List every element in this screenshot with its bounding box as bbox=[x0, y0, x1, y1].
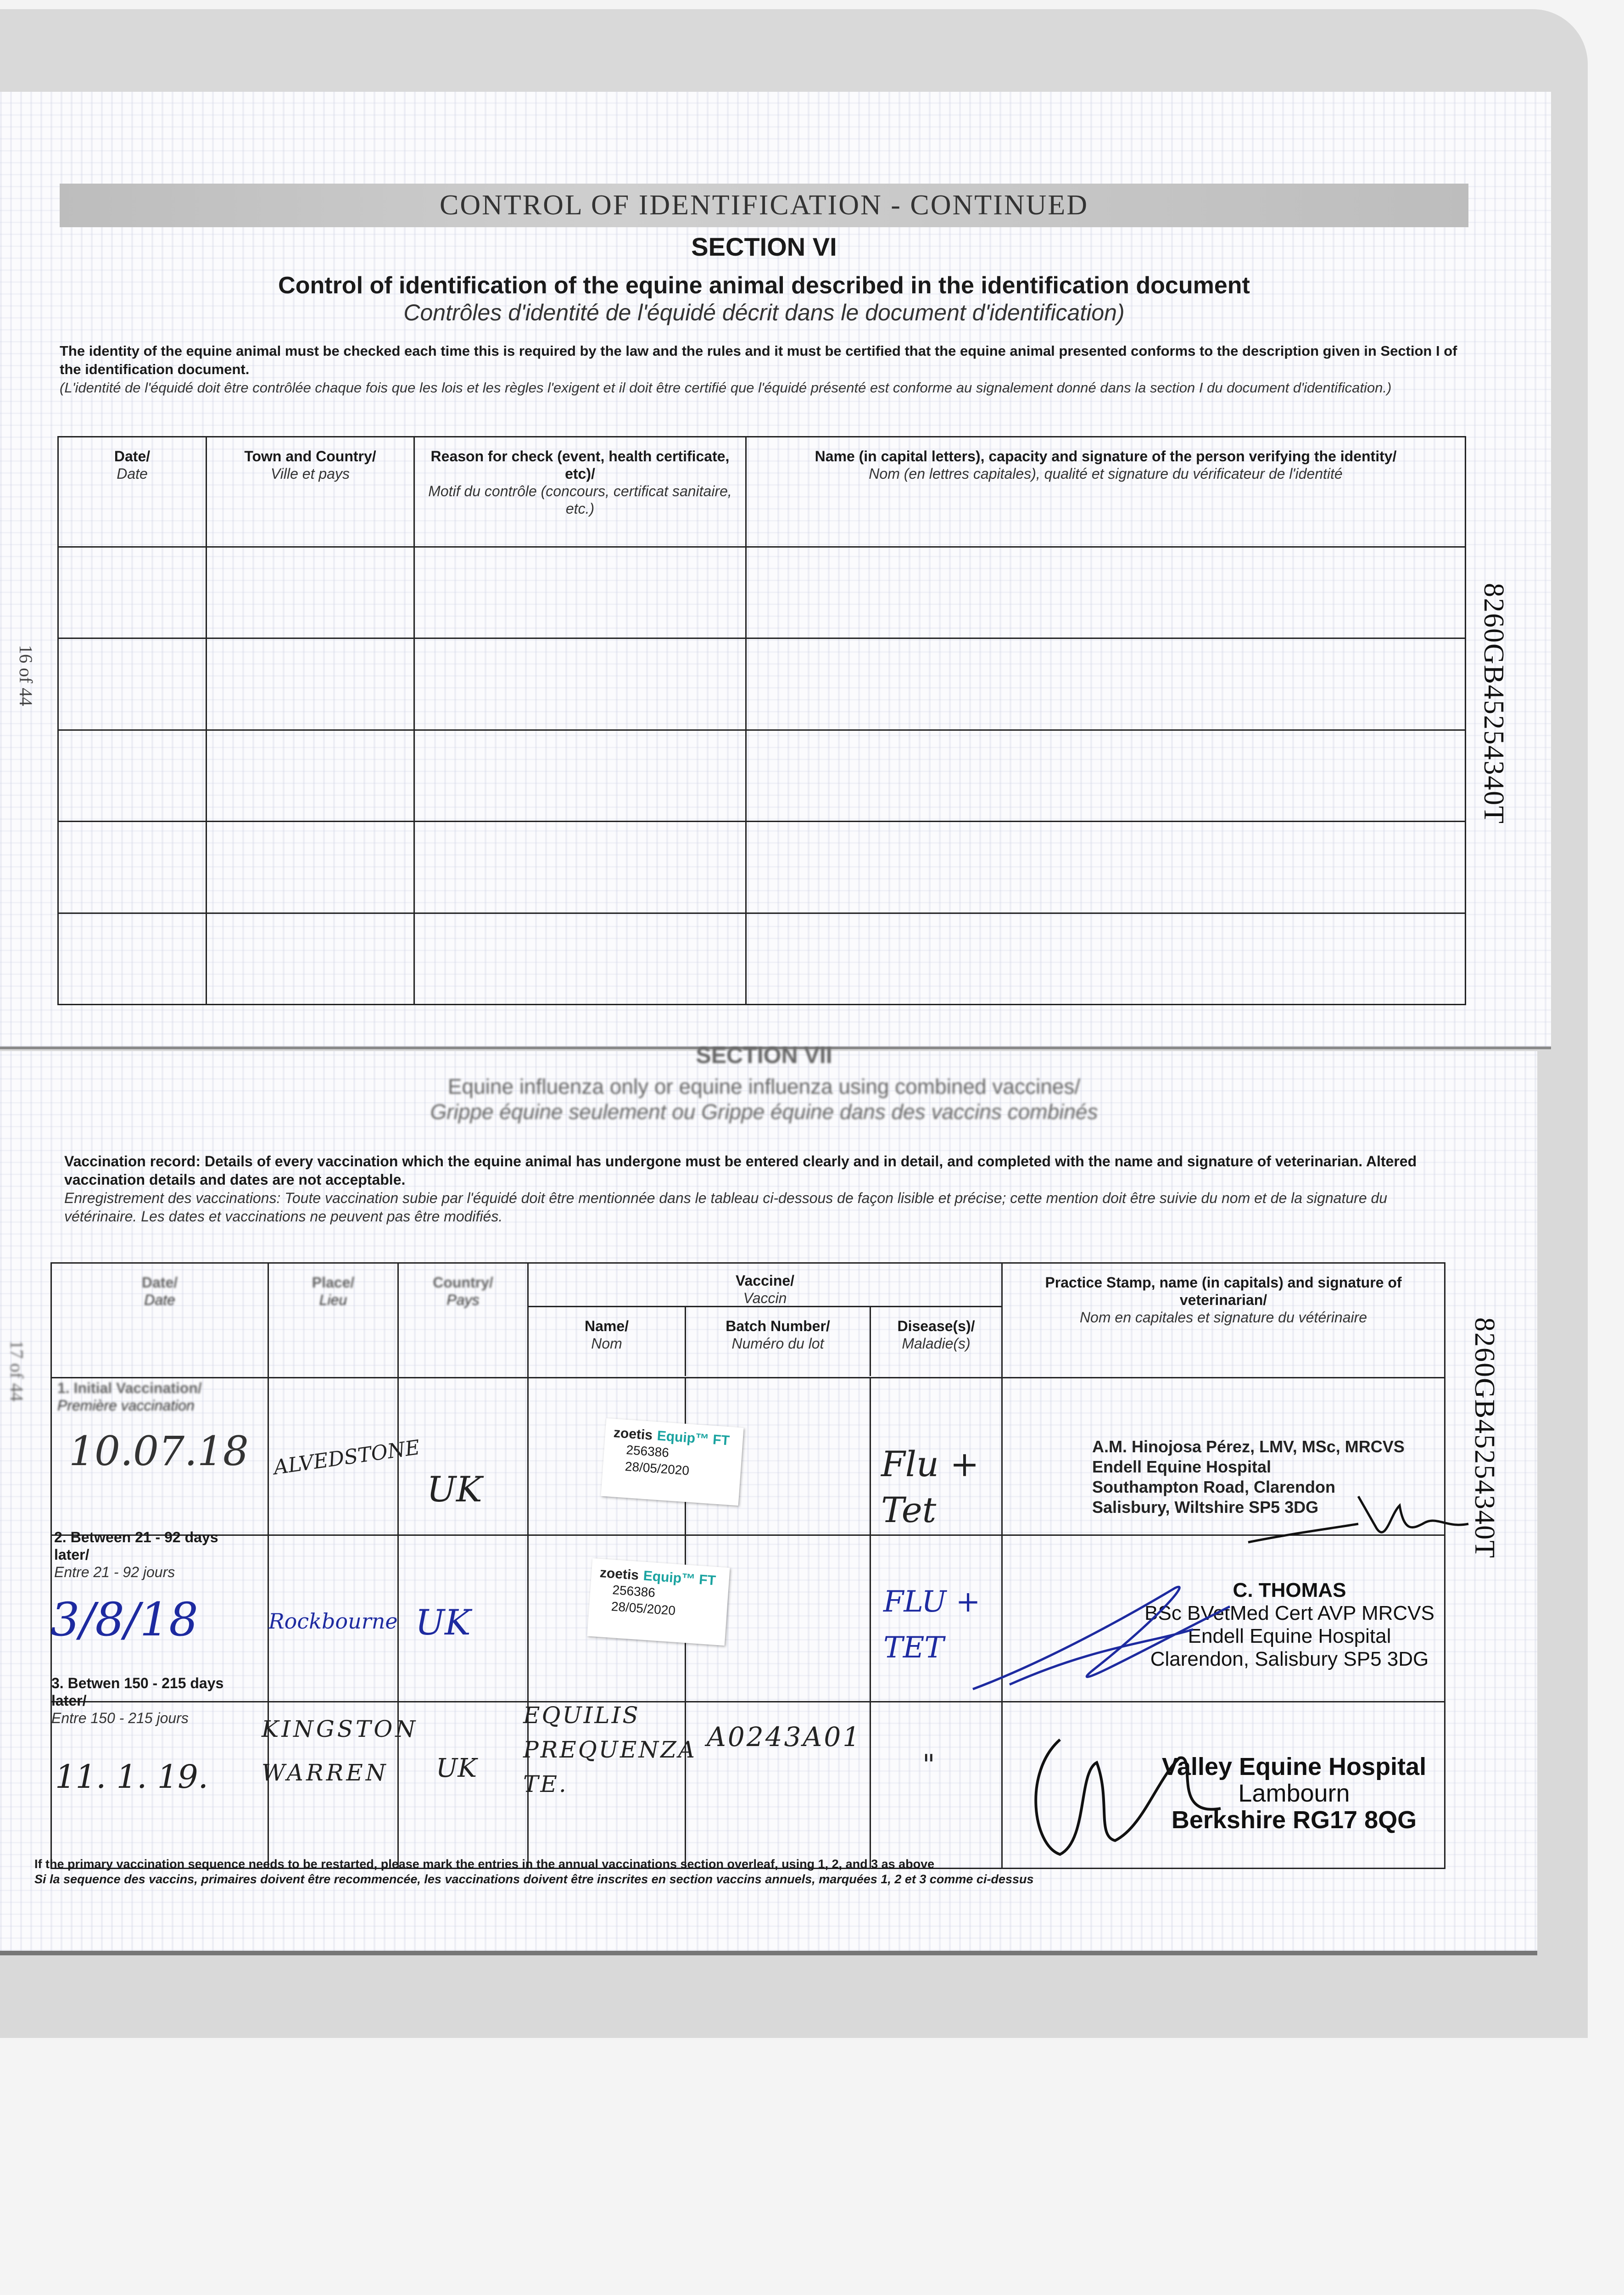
table-row bbox=[58, 638, 1466, 730]
section-vi-title: SECTION VI bbox=[691, 232, 837, 261]
row-1-vaccine-sticker: zoetis Equip™ FT 256386 28/05/2020 bbox=[601, 1418, 743, 1506]
row-3-country: UK bbox=[436, 1753, 477, 1783]
instruction-fr: (L'identité de l'équidé doit être contrôlée chaque fois que les lois et les règles l'exigent et il doit être certifié que l'équidé présenté est conforme au signalement donné dans la section I du document d'identification.) bbox=[60, 380, 1392, 396]
header-reason: Reason for check (event, health certificate, etc)/ Motif du contrôle (concours, certificat sanitaire, etc.) bbox=[414, 437, 746, 547]
header-date: Date/ Date bbox=[51, 1263, 268, 1378]
bottom-page-number: 17 of 44 bbox=[6, 1340, 27, 1402]
header-vaccine-group: Vaccine/ Vaccin Name/ Nom Batch Number/ Numéro du lot Disease(s)/ Maladie(s) bbox=[528, 1263, 1002, 1378]
footnote-fr: Si la sequence des vaccins, primaires doivent être recommencée, les vaccinations doivent être inscrites en section vaccins annuels, marquées 1, 2 et 3 comme ci-dessus bbox=[34, 1872, 1034, 1886]
row-1-country: UK bbox=[427, 1469, 482, 1510]
table-row bbox=[58, 913, 1466, 1004]
row-1-place: ALVEDSTONE bbox=[272, 1435, 422, 1480]
row-3-place: KINGSTON WARREN bbox=[262, 1716, 419, 1786]
row-2-date: 3/8/18 bbox=[50, 1593, 198, 1646]
row-2-vaccine-sticker: zoetis Equip™ FT 256386 28/05/2020 bbox=[587, 1558, 730, 1646]
footnote-en: If the primary vaccination sequence needs to be restarted, please mark the entries in the annual vaccinations section overleaf, using 1, 2, and 3 as above bbox=[34, 1857, 935, 1871]
section-vi-subtitle-fr: Contrôles d'identité de l'équidé décrit dans le document d'identification) bbox=[403, 300, 1125, 325]
row-3-date: 11. 1. 19. bbox=[55, 1758, 208, 1796]
header-verifier: Name (in capital letters), capacity and signature of the person verifying the identity/ Nom (en lettres capitales), qualité et signature du vérificateur de l'identité bbox=[746, 437, 1466, 547]
header-vaccine-name: Name/ Nom bbox=[529, 1307, 686, 1376]
header-date: Date/ Date bbox=[58, 437, 206, 547]
vaccination-instruction-fr: Enregistrement des vaccinations: Toute vaccination subie par l'équidé doit être mentionnée dans le tableau ci-dessous de façon lisible et précise; cette mention doit être suivie du nom et de la signature du vétérinaire. Les dates et vaccinations ne peuvent pas être modifiés. bbox=[64, 1190, 1388, 1225]
row-2-signature-icon bbox=[954, 1579, 1276, 1707]
row-2-label: 2. Between 21 - 92 days later/ Entre 21 - 92 jours bbox=[54, 1529, 218, 1580]
row-3-vaccine-name: EQUILIS PREQUENZA TE. bbox=[523, 1702, 697, 1797]
row-3-vet-stamp: Valley Equine Hospital Lambourn Berkshire RG17 8QG bbox=[1161, 1753, 1427, 1834]
header-country: Country/ Pays bbox=[398, 1263, 528, 1378]
continued-band-title: CONTROL OF IDENTIFICATION - CONTINUED bbox=[60, 184, 1468, 227]
row-3-disease: " bbox=[922, 1749, 935, 1781]
header-town-country: Town and Country/ Ville et pays bbox=[206, 437, 414, 547]
header-disease: Disease(s)/ Maladie(s) bbox=[897, 1318, 975, 1352]
table-row bbox=[58, 822, 1466, 913]
bottom-side-id: 8260GB45254340T bbox=[1469, 1317, 1500, 1559]
section-vii-instructions bbox=[64, 1152, 1459, 1226]
section-vii-title: SECTION VII bbox=[696, 1042, 832, 1068]
vaccination-instruction-en: Vaccination record: Details of every vaccination which the equine animal has undergone must be entered clearly and in detail, and completed with the name and signature of veterinarian. Altered vaccination details and dates are not acceptable. bbox=[64, 1153, 1417, 1188]
row-2-vet-stamp: C. THOMAS BSc BVetMed Cert AVP MRCVS Endell Equine Hospital Clarendon, Salisbury SP5 3DG bbox=[1144, 1579, 1434, 1670]
row-1-signature-icon bbox=[1239, 1478, 1478, 1547]
row-3-signature-icon bbox=[1005, 1726, 1244, 1864]
row-2-disease: FLU + TET bbox=[883, 1585, 981, 1665]
section-vi-instructions bbox=[60, 342, 1459, 397]
table-row bbox=[58, 547, 1466, 638]
row-2-country: UK bbox=[415, 1602, 471, 1643]
top-side-id: 8260GB45254340T bbox=[1478, 583, 1509, 824]
top-page-number: 16 of 44 bbox=[16, 645, 36, 706]
section-vii-subtitle-en: Equine influenza only or equine influenza using combined vaccines/ bbox=[447, 1075, 1081, 1098]
section-vi-subtitle-en: Control of identification of the equine animal described in the identification document bbox=[278, 272, 1250, 299]
identity-check-table bbox=[57, 436, 1466, 1005]
instruction-en: The identity of the equine animal must be checked each time this is required by the law and the rules and it must be certified that the equine animal presented conforms to the description given in Section I of the identification document. bbox=[60, 343, 1457, 377]
header-place: Place/ Lieu bbox=[268, 1263, 398, 1378]
footnote bbox=[34, 1857, 1033, 1887]
row-1-vet-stamp: A.M. Hinojosa Pérez, LMV, MSc, MRCVS Endell Equine Hospital Southampton Road, Clarendon Salisbury, Wiltshire SP5 3DG bbox=[1092, 1437, 1405, 1517]
row-1-date: 10.07.18 bbox=[69, 1427, 249, 1475]
row-3-label: 3. Betwen 150 - 215 days later/ Entre 150 - 215 jours bbox=[51, 1675, 224, 1726]
header-batch: Batch Number/ Numéro du lot bbox=[686, 1307, 871, 1376]
row-3-batch: A0243A01 bbox=[707, 1721, 862, 1752]
row-1-disease: Flu + Tet bbox=[881, 1444, 979, 1530]
table-row bbox=[58, 730, 1466, 821]
row-2-place: Rockbourne bbox=[268, 1609, 398, 1634]
section-vii-subtitle-fr: Grippe équine seulement ou Grippe équine dans des vaccins combinés bbox=[430, 1100, 1098, 1124]
row-1-label: 1. Initial Vaccination/ Première vaccination bbox=[57, 1380, 202, 1414]
header-practice-stamp: Practice Stamp, name (in capitals) and signature of veterinarian/ Nom en capitales et signature du vétérinaire bbox=[1002, 1263, 1445, 1378]
